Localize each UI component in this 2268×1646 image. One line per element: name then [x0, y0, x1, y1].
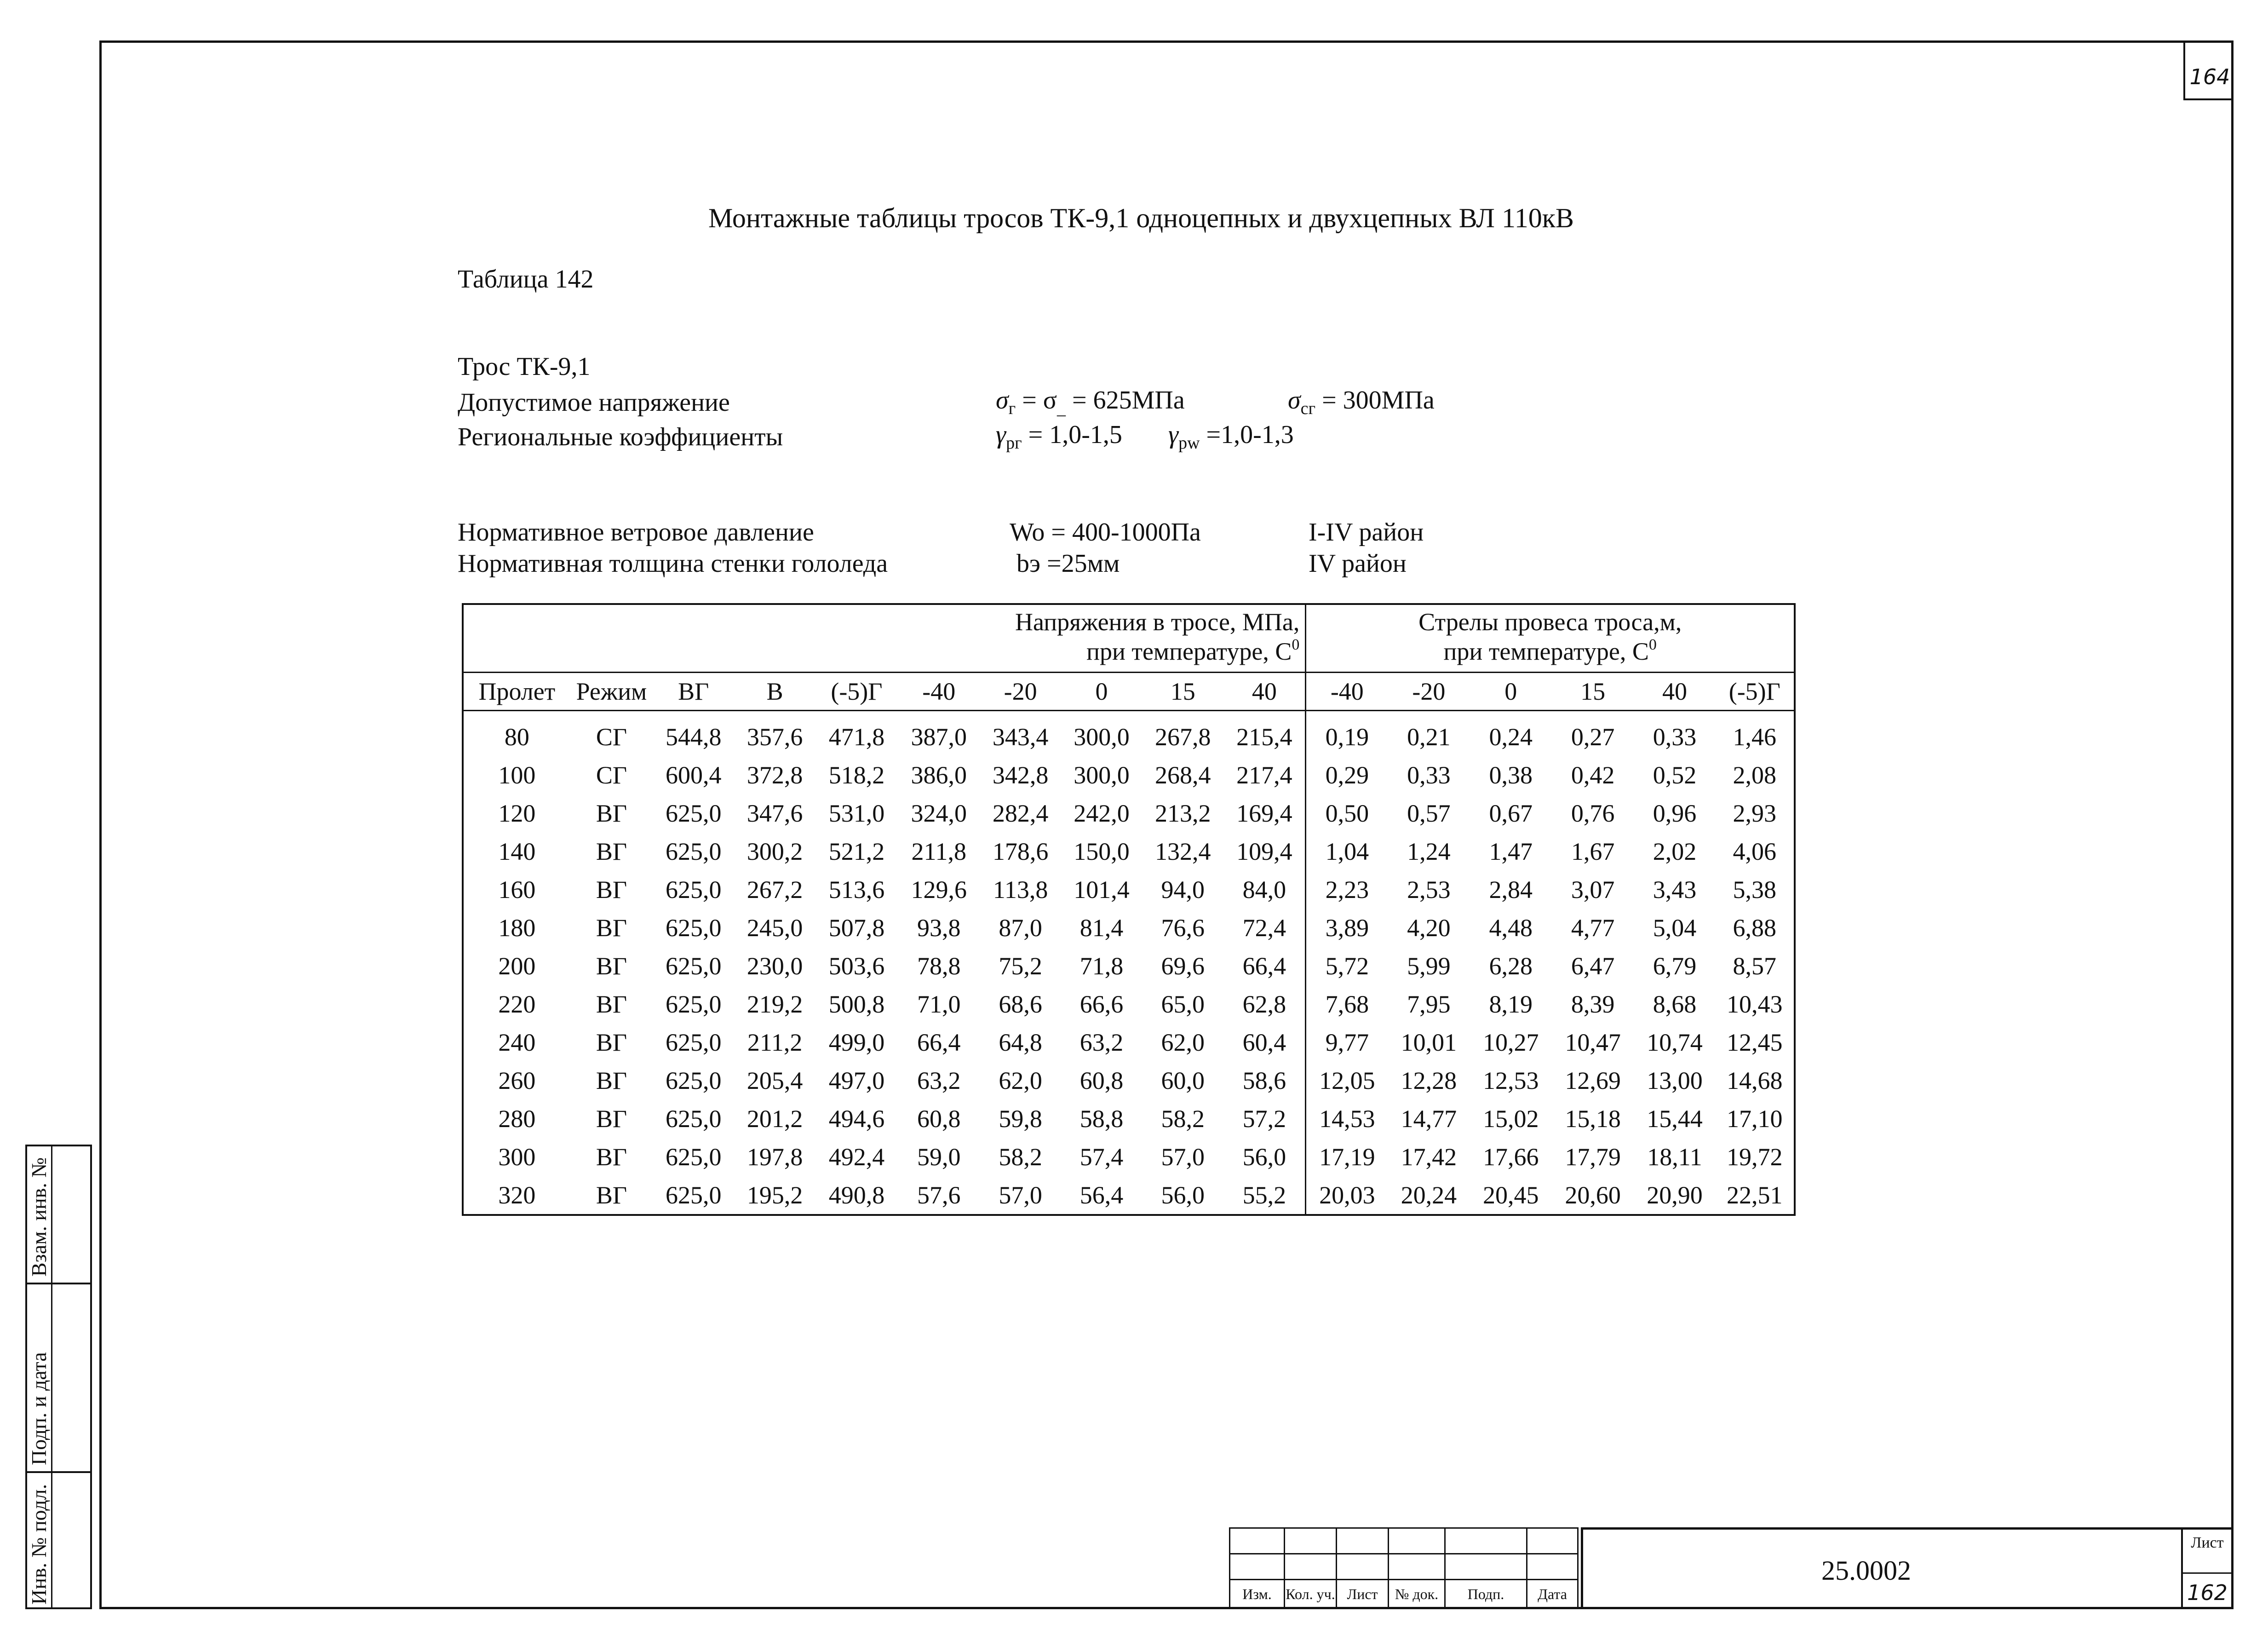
column-header: -20: [1388, 673, 1470, 711]
table-cell: 7,95: [1407, 990, 1451, 1018]
table-cell: 76,6: [1161, 914, 1205, 942]
table-cell: 217,4: [1223, 756, 1305, 794]
table-cell: 10,01: [1401, 1028, 1457, 1056]
table-cell: 625,0: [666, 875, 722, 904]
table-cell: 150,0: [1074, 837, 1130, 865]
table-cell: 507,8: [828, 914, 885, 942]
table-cell: 1,24: [1407, 837, 1451, 865]
table-cell: 0,24: [1489, 723, 1533, 751]
table-cell: 300,0: [1074, 761, 1130, 789]
table-cell: 10,43: [1727, 990, 1783, 1018]
table-cell: 113,8: [993, 875, 1048, 904]
revision-column-label: Дата: [1527, 1580, 1578, 1609]
table-cell: 4,48: [1489, 914, 1533, 942]
sheet-divider: [2181, 1572, 2234, 1574]
table-cell: 0,67: [1489, 799, 1533, 827]
table-row: [463, 870, 1795, 909]
table-cell: 8,68: [1653, 990, 1697, 1018]
table-cell: 65,0: [1161, 990, 1205, 1018]
table-cell: 1,67: [1571, 837, 1615, 865]
table-cell: 282,4: [992, 799, 1049, 827]
table-cell: 625,0: [666, 1181, 722, 1209]
table-cell: 69,6: [1161, 952, 1205, 980]
table-cell: 10,27: [1483, 1028, 1539, 1056]
table-cell: ВГ: [596, 952, 627, 980]
table-row: [463, 832, 1795, 870]
table-cell: 81,4: [1079, 914, 1124, 942]
table-cell: 2,93: [1733, 799, 1777, 827]
table-row: [463, 1099, 1795, 1138]
table-row: [463, 1138, 1795, 1176]
table-cell: 56,0: [1223, 1138, 1305, 1176]
table-cell: 8,19: [1489, 990, 1533, 1018]
table-cell: 3,07: [1571, 875, 1615, 904]
wind-label: Нормативное ветровое давление: [458, 518, 814, 547]
table-cell: 320: [498, 1181, 536, 1209]
table-cell: 60,0: [1161, 1066, 1205, 1094]
table-cell: 66,4: [1223, 947, 1305, 985]
coefficient-value-a: $\gamma_{рг} = 1,0-1,5$: [996, 420, 1122, 453]
cable-type: Трос ТК-9,1: [458, 352, 591, 381]
table-cell: 10,74: [1647, 1028, 1703, 1056]
table-cell: 57,2: [1223, 1099, 1305, 1138]
table-cell: 205,4: [746, 1066, 803, 1094]
table-cell: 13,00: [1647, 1066, 1703, 1094]
table-cell: 18,11: [1647, 1143, 1702, 1171]
table-cell: 0,96: [1653, 799, 1697, 827]
table-cell: 14,53: [1319, 1105, 1375, 1133]
column-header: 15: [1142, 673, 1223, 711]
table-cell: 503,6: [828, 952, 885, 980]
table-cell: 19,72: [1727, 1143, 1783, 1171]
table-row: [463, 756, 1795, 794]
table-cell: 0,19: [1325, 723, 1369, 751]
stress-group-header: [463, 604, 1306, 673]
table-cell: 195,2: [746, 1181, 803, 1209]
table-cell: 0,76: [1571, 799, 1615, 827]
column-header: -40: [898, 673, 980, 711]
table-cell: 20,90: [1647, 1181, 1703, 1209]
table-cell: 6,28: [1489, 952, 1533, 980]
table-cell: 0,52: [1653, 761, 1697, 789]
table-cell: 267,8: [1155, 723, 1211, 751]
table-cell: 0,33: [1407, 761, 1451, 789]
coefficient-value-b: $\gamma_{рw} =1,0-1,3$: [1168, 420, 1294, 453]
stress-label: Допустимое напряжение: [458, 388, 730, 417]
table-cell: 1,04: [1325, 837, 1369, 865]
table-cell: ВГ: [596, 1066, 627, 1094]
table-cell: 197,8: [746, 1143, 803, 1171]
table-cell: 343,4: [992, 723, 1049, 751]
table-cell: 5,38: [1733, 875, 1777, 904]
table-cell: ВГ: [596, 914, 627, 942]
table-cell: 0,57: [1407, 799, 1451, 827]
table-cell: 15,02: [1483, 1105, 1539, 1133]
table-cell: 17,79: [1565, 1143, 1621, 1171]
column-header: ВГ: [653, 673, 734, 711]
table-cell: 0,29: [1325, 761, 1369, 789]
table-row: [463, 909, 1795, 947]
table-cell: 9,77: [1325, 1028, 1369, 1056]
table-cell: 6,47: [1571, 952, 1615, 980]
table-cell: 5,72: [1325, 952, 1369, 980]
table-cell: 500,8: [828, 990, 885, 1018]
table-cell: 211,8: [911, 837, 967, 865]
stamp-label-replacement: Взам. инв. №: [27, 1157, 51, 1277]
table-cell: 201,2: [746, 1105, 803, 1133]
table-cell: 56,4: [1079, 1181, 1124, 1209]
table-cell: 211,2: [747, 1028, 803, 1056]
table-cell: 8,39: [1571, 990, 1615, 1018]
table-cell: 387,0: [911, 723, 967, 751]
table-cell: 0,50: [1325, 799, 1369, 827]
table-cell: 625,0: [666, 1143, 722, 1171]
table-cell: 60,8: [917, 1105, 961, 1133]
table-cell: ВГ: [596, 990, 627, 1018]
table-cell: 213,2: [1155, 799, 1211, 827]
table-cell: 57,0: [999, 1181, 1042, 1209]
stress-value-b: $\sigma_{сг} = 300МПа$: [1288, 386, 1435, 418]
table-cell: 625,0: [666, 952, 722, 980]
table-cell: ВГ: [596, 837, 627, 865]
table-cell: 10,47: [1565, 1028, 1621, 1056]
table-row: [463, 1023, 1795, 1061]
table-cell: 56,0: [1161, 1181, 1205, 1209]
table-cell: 93,8: [917, 914, 961, 942]
ice-value: bэ =25мм: [1016, 549, 1120, 578]
table-cell: 518,2: [828, 761, 885, 789]
corner-sheet-number: 164: [2189, 64, 2230, 89]
table-cell: 499,0: [828, 1028, 885, 1056]
table-cell: 66,4: [917, 1028, 961, 1056]
table-cell: 386,0: [911, 761, 967, 789]
sag-group-header: [1306, 604, 1795, 673]
table-cell: 2,23: [1325, 875, 1369, 904]
table-cell: 497,0: [828, 1066, 885, 1094]
table-cell: 59,8: [999, 1105, 1042, 1133]
table-cell: 2,53: [1407, 875, 1451, 904]
table-cell: 71,8: [1079, 952, 1124, 980]
table-cell: 72,4: [1223, 909, 1305, 947]
table-cell: 15,18: [1565, 1105, 1621, 1133]
table-cell: 60,8: [1079, 1066, 1124, 1094]
table-cell: 4,77: [1571, 914, 1615, 942]
table-cell: 59,0: [917, 1143, 961, 1171]
table-cell: 12,45: [1727, 1028, 1783, 1056]
table-cell: 492,4: [828, 1143, 885, 1171]
table-cell: 20,24: [1401, 1181, 1457, 1209]
sag-group-title: Стрелы провеса троса,м,: [1418, 608, 1682, 636]
table-cell: 200: [498, 952, 536, 980]
table-cell: 268,4: [1155, 761, 1211, 789]
table-cell: 22,51: [1727, 1181, 1783, 1209]
table-cell: 625,0: [666, 1066, 722, 1094]
wind-region: I-IV район: [1309, 518, 1424, 547]
table-row: [463, 711, 1795, 756]
table-cell: 62,8: [1223, 985, 1305, 1023]
revision-column-label: № док.: [1389, 1580, 1445, 1609]
revision-column-label: Подп.: [1445, 1580, 1527, 1609]
table-cell: 3,43: [1653, 875, 1697, 904]
table-cell: 347,6: [746, 799, 803, 827]
revision-grid: [1229, 1527, 1579, 1609]
table-cell: СГ: [596, 761, 627, 789]
stress-group-subtitle: при температуре, $С^0$: [1086, 636, 1300, 665]
table-cell: 94,0: [1161, 875, 1205, 904]
table-cell: 87,0: [999, 914, 1042, 942]
column-header-row: [463, 673, 1795, 711]
column-header: 15: [1552, 673, 1634, 711]
table-cell: 78,8: [917, 952, 961, 980]
table-cell: 57,6: [917, 1181, 961, 1209]
column-header: В: [734, 673, 815, 711]
table-cell: 625,0: [666, 990, 722, 1018]
column-header: Пролет: [463, 673, 570, 711]
table-cell: 63,2: [917, 1066, 961, 1094]
table-cell: 260: [498, 1066, 536, 1094]
column-header: Режим: [570, 673, 653, 711]
table-cell: 75,2: [999, 952, 1042, 980]
table-cell: 62,0: [1161, 1028, 1205, 1056]
table-cell: 0,33: [1653, 723, 1697, 751]
table-cell: 58,2: [999, 1143, 1042, 1171]
table-cell: СГ: [596, 723, 627, 751]
column-header: -40: [1306, 673, 1388, 711]
table-cell: 132,4: [1155, 837, 1211, 865]
table-cell: 625,0: [666, 1028, 722, 1056]
document-code: 25.0002: [1821, 1555, 1911, 1586]
table-cell: 220: [498, 990, 536, 1018]
table-cell: 0,38: [1489, 761, 1533, 789]
table-cell: 64,8: [999, 1028, 1042, 1056]
table-cell: 14,77: [1401, 1105, 1457, 1133]
table-number: Таблица 142: [458, 265, 594, 294]
table-cell: 160: [498, 875, 536, 904]
table-cell: 0,42: [1571, 761, 1615, 789]
table-cell: 6,88: [1733, 914, 1777, 942]
column-header: 40: [1634, 673, 1715, 711]
table-row: [463, 947, 1795, 985]
table-cell: 1,47: [1489, 837, 1533, 865]
table-cell: 57,4: [1079, 1143, 1124, 1171]
table-cell: 57,0: [1161, 1143, 1205, 1171]
table-cell: 84,0: [1223, 870, 1305, 909]
table-cell: ВГ: [596, 1028, 627, 1056]
table-cell: ВГ: [596, 875, 627, 904]
table-cell: 100: [498, 761, 536, 789]
table-cell: 2,08: [1733, 761, 1777, 789]
table-cell: 180: [498, 914, 536, 942]
revision-column-label: Лист: [1337, 1580, 1389, 1609]
sheet-label: Лист: [2191, 1534, 2224, 1551]
table-cell: 17,19: [1319, 1143, 1375, 1171]
table-cell: 2,02: [1653, 837, 1697, 865]
table-cell: 12,05: [1319, 1066, 1375, 1094]
table-cell: 280: [498, 1105, 536, 1133]
table-cell: 58,8: [1079, 1105, 1124, 1133]
table-cell: 1,46: [1733, 723, 1777, 751]
table-cell: 17,10: [1727, 1105, 1783, 1133]
ice-region: IV район: [1309, 549, 1407, 578]
table-cell: 20,45: [1483, 1181, 1539, 1209]
table-cell: 242,0: [1074, 799, 1130, 827]
table-cell: 120: [498, 799, 536, 827]
table-cell: 80: [504, 723, 529, 751]
table-cell: 324,0: [911, 799, 967, 827]
table-row: [463, 794, 1795, 832]
table-cell: 6,79: [1653, 952, 1697, 980]
table-cell: 58,2: [1161, 1105, 1205, 1133]
table-cell: 20,03: [1319, 1181, 1375, 1209]
wind-value: Wo = 400-1000Па: [1010, 518, 1201, 547]
column-header: 0: [1061, 673, 1142, 711]
coefficient-label: Региональные коэффициенты: [458, 423, 783, 451]
table-cell: ВГ: [596, 1143, 627, 1171]
table-cell: 60,4: [1223, 1023, 1305, 1061]
table-cell: 240: [498, 1028, 536, 1056]
document-title: Монтажные таблицы тросов ТК-9,1 одноцепных и двухцепных ВЛ 110кВ: [708, 203, 1574, 233]
table-cell: 5,04: [1653, 914, 1697, 942]
sag-tension-table: [462, 603, 1796, 1216]
table-cell: 4,06: [1733, 837, 1777, 865]
table-cell: 12,69: [1565, 1066, 1621, 1094]
table-cell: 7,68: [1325, 990, 1369, 1018]
table-cell: 372,8: [746, 761, 803, 789]
table-cell: 300,2: [746, 837, 803, 865]
table-cell: 600,4: [666, 761, 722, 789]
sag-group-subtitle: при температуре, $С^0$: [1443, 636, 1657, 665]
table-cell: 230,0: [746, 952, 803, 980]
table-cell: 0,27: [1571, 723, 1615, 751]
table-cell: 63,2: [1079, 1028, 1124, 1056]
table-cell: 625,0: [666, 837, 722, 865]
table-cell: 55,2: [1223, 1176, 1305, 1215]
revision-header-row: [1230, 1580, 1578, 1609]
stress-group-title: Напряжения в тросе, МПа,: [1015, 608, 1300, 636]
table-cell: 471,8: [828, 723, 885, 751]
table-cell: 267,2: [746, 875, 803, 904]
table-cell: 178,6: [992, 837, 1049, 865]
stamp-label-inventory: Инв. № подл.: [27, 1484, 51, 1605]
table-cell: 8,57: [1733, 952, 1777, 980]
table-cell: 66,6: [1079, 990, 1124, 1018]
table-cell: 17,66: [1483, 1143, 1539, 1171]
table-cell: 20,60: [1565, 1181, 1621, 1209]
table-cell: 625,0: [666, 799, 722, 827]
table-cell: 0,21: [1407, 723, 1451, 751]
table-cell: 2,84: [1489, 875, 1533, 904]
table-cell: 58,6: [1223, 1061, 1305, 1099]
column-header: 0: [1470, 673, 1552, 711]
revision-column-label: Кол. уч.: [1285, 1580, 1337, 1609]
table-cell: 169,4: [1223, 794, 1305, 832]
table-cell: ВГ: [596, 1181, 627, 1209]
table-cell: 357,6: [746, 723, 803, 751]
table-cell: 342,8: [992, 761, 1049, 789]
column-header: (-5)Г: [1716, 673, 1795, 711]
column-header: 40: [1223, 673, 1305, 711]
table-cell: 15,44: [1647, 1105, 1703, 1133]
table-cell: 219,2: [746, 990, 803, 1018]
table-cell: 129,6: [911, 875, 967, 904]
table-cell: 544,8: [666, 723, 722, 751]
table-cell: 140: [498, 837, 536, 865]
table-body: [463, 711, 1795, 1215]
table-cell: 62,0: [999, 1066, 1042, 1094]
table-cell: 494,6: [828, 1105, 885, 1133]
table-row: [463, 1061, 1795, 1099]
table-cell: ВГ: [596, 1105, 627, 1133]
sheet-number: 162: [2187, 1580, 2228, 1605]
table-cell: 12,28: [1401, 1066, 1457, 1094]
table-cell: 109,4: [1223, 832, 1305, 870]
table-cell: 521,2: [828, 837, 885, 865]
table-row: [463, 1176, 1795, 1215]
revision-column-label: Изм.: [1230, 1580, 1285, 1609]
table-cell: 300,0: [1074, 723, 1130, 751]
table-cell: 4,20: [1407, 914, 1451, 942]
table-cell: 531,0: [828, 799, 885, 827]
table-cell: 625,0: [666, 1105, 722, 1133]
column-header: (-5)Г: [815, 673, 898, 711]
ice-label: Нормативная толщина стенки гололеда: [458, 549, 888, 578]
table-cell: 3,89: [1325, 914, 1369, 942]
table-cell: 625,0: [666, 914, 722, 942]
table-cell: 245,0: [746, 914, 803, 942]
table-cell: ВГ: [596, 799, 627, 827]
table-cell: 68,6: [999, 990, 1042, 1018]
table-cell: 490,8: [828, 1181, 885, 1209]
stress-value-a: $\sigma_г = \sigma_{\_} = 625МПа$: [996, 386, 1185, 418]
table-cell: 5,99: [1407, 952, 1451, 980]
table-cell: 71,0: [917, 990, 961, 1018]
table-cell: 101,4: [1074, 875, 1130, 904]
table-cell: 14,68: [1727, 1066, 1783, 1094]
table-cell: 12,53: [1483, 1066, 1539, 1094]
column-header: -20: [980, 673, 1061, 711]
table-cell: 513,6: [828, 875, 885, 904]
table-row: [463, 985, 1795, 1023]
table-cell: 215,4: [1223, 711, 1305, 756]
stamp-label-signature: Подп. и дата: [27, 1352, 51, 1465]
table-cell: 17,42: [1401, 1143, 1457, 1171]
table-cell: 300: [498, 1143, 536, 1171]
